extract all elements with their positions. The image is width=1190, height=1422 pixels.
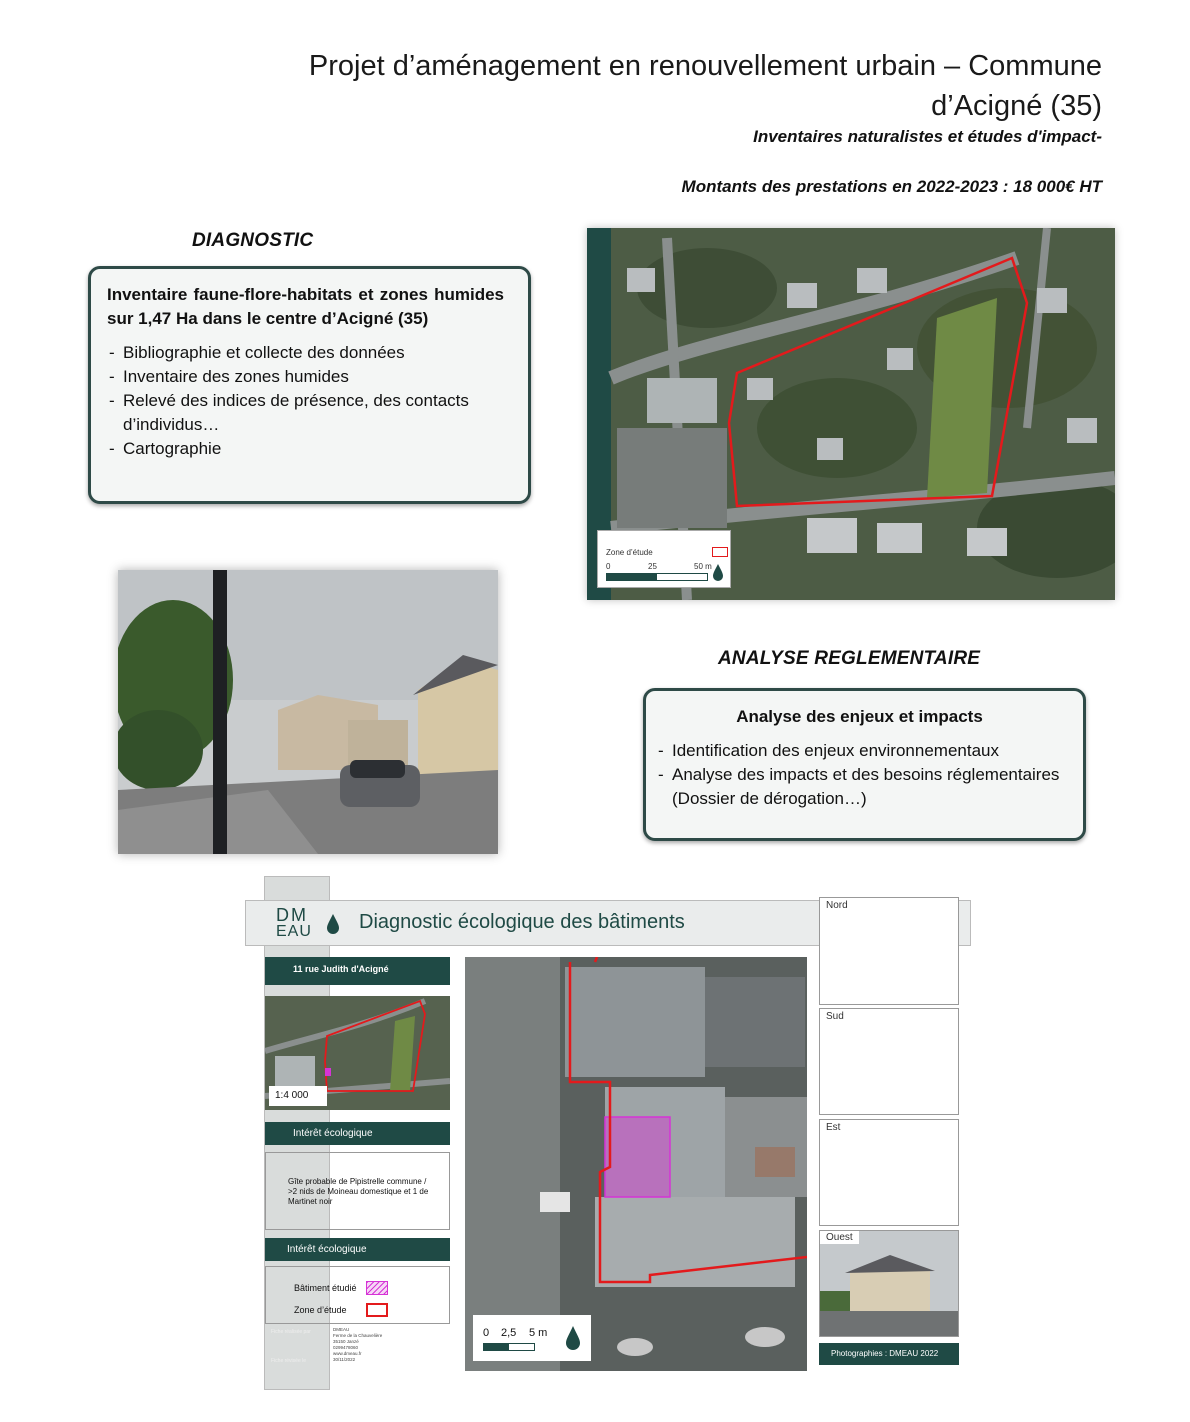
list-item: - Inventaire des zones humides <box>107 365 504 389</box>
list-item: - Identification des enjeux environnementaux <box>656 739 1063 763</box>
legend-building-label: Bâtiment étudié <box>294 1283 357 1293</box>
dmeau-logo-icon <box>326 913 340 935</box>
legend-panel <box>265 1266 450 1324</box>
list-item: - Cartographie <box>107 437 504 461</box>
scale-label-25: 25 <box>648 562 657 571</box>
diagnostic-box-title: Inventaire faune-flore-habitats et zones humides sur 1,47 Ha dans le centre d’Acigné (35) <box>107 285 504 328</box>
diagnostic-heading: DIAGNOSTIC <box>192 230 314 251</box>
page-title: Projet d’aménagement en renouvellement urbain – Commune d’Acigné (35) <box>308 50 1102 122</box>
page-subtitle: Inventaires naturalistes et études d'impact- <box>753 127 1102 146</box>
zone-swatch <box>366 1303 388 1317</box>
building-swatch <box>366 1281 388 1295</box>
panel1-head: Intérêt écologique <box>265 1122 450 1145</box>
diagnostic-list <box>107 341 504 461</box>
footer-line: 35150 Janzé <box>333 1339 359 1344</box>
scale-bar <box>483 1343 535 1351</box>
direction-south: Sud <box>819 1008 959 1115</box>
map-legend <box>597 530 731 588</box>
zone-swatch <box>712 547 728 557</box>
dmeau-drop-icon <box>565 1325 581 1351</box>
building-map-scale <box>473 1315 591 1361</box>
address-bar: 11 rue Judith d'Acigné <box>265 957 450 985</box>
scale-label-0: 0 <box>483 1327 490 1339</box>
scale-label-5: 5 m <box>529 1327 548 1339</box>
footer-line: 30/11/2022 <box>333 1357 356 1362</box>
panel1-text: Gîte probable de Pipistrelle commune / >2 nids de Moineau domestique et 1 de Martinet noir <box>265 1152 450 1230</box>
footer-line: www.dmeau.fr <box>333 1351 362 1356</box>
footer-label-revised: Fiche révisée le <box>271 1358 307 1364</box>
panel2-head: Intérêt écologique <box>265 1238 450 1261</box>
scale-label-50: 50 m <box>694 562 712 571</box>
analyse-list <box>656 739 1063 811</box>
photo-credit: Photographies : DMEAU 2022 <box>819 1343 959 1365</box>
analyse-heading: ANALYSE REGLEMENTAIRE <box>718 648 981 669</box>
legend-zone-label: Zone d’étude <box>294 1305 347 1315</box>
small-map-scale: 1:4 000 <box>269 1086 327 1106</box>
small-map <box>265 996 450 1110</box>
footer-line: DMEAU <box>333 1327 350 1332</box>
list-item: - Analyse des impacts et des besoins réglementaires (Dossier de dérogation…) <box>656 763 1063 811</box>
footer-line: Ferme de la Chauvelière <box>333 1333 383 1338</box>
footer-label-made: Fiche réalisée par <box>271 1329 311 1335</box>
list-item: - Relevé des indices de présence, des contacts d’individus… <box>107 389 504 437</box>
legend-zone-label: Zone d’étude <box>606 548 653 557</box>
west-photo <box>820 1231 959 1337</box>
list-item: - Bibliographie et collecte des données <box>107 341 504 365</box>
scale-label-2-5: 2,5 <box>501 1327 517 1339</box>
aerial-map <box>587 228 1115 600</box>
logo-bottom: EAU <box>276 923 312 940</box>
analyse-box-title: Analyse des enjeux et impacts <box>736 707 983 726</box>
prestation-amount: Montants des prestations en 2022-2023 : 18 000€ HT <box>681 177 1102 196</box>
scale-label-0: 0 <box>606 562 611 571</box>
direction-west <box>819 1230 959 1337</box>
analyse-box <box>643 688 1086 841</box>
street-photo <box>118 570 498 854</box>
direction-north: Nord <box>819 897 959 1005</box>
building-map <box>465 957 807 1371</box>
direction-east: Est <box>819 1119 959 1226</box>
dmeau-drop-icon <box>712 563 724 581</box>
scale-bar <box>606 573 708 581</box>
footer-line: 0299478060 <box>333 1345 359 1350</box>
sheet-title: Diagnostic écologique des bâtiments <box>359 911 685 933</box>
direction-west-label: Ouest <box>820 1231 859 1244</box>
logo-top: DM <box>276 905 308 925</box>
footer-contact <box>333 1327 382 1363</box>
diagnostic-box <box>88 266 531 504</box>
